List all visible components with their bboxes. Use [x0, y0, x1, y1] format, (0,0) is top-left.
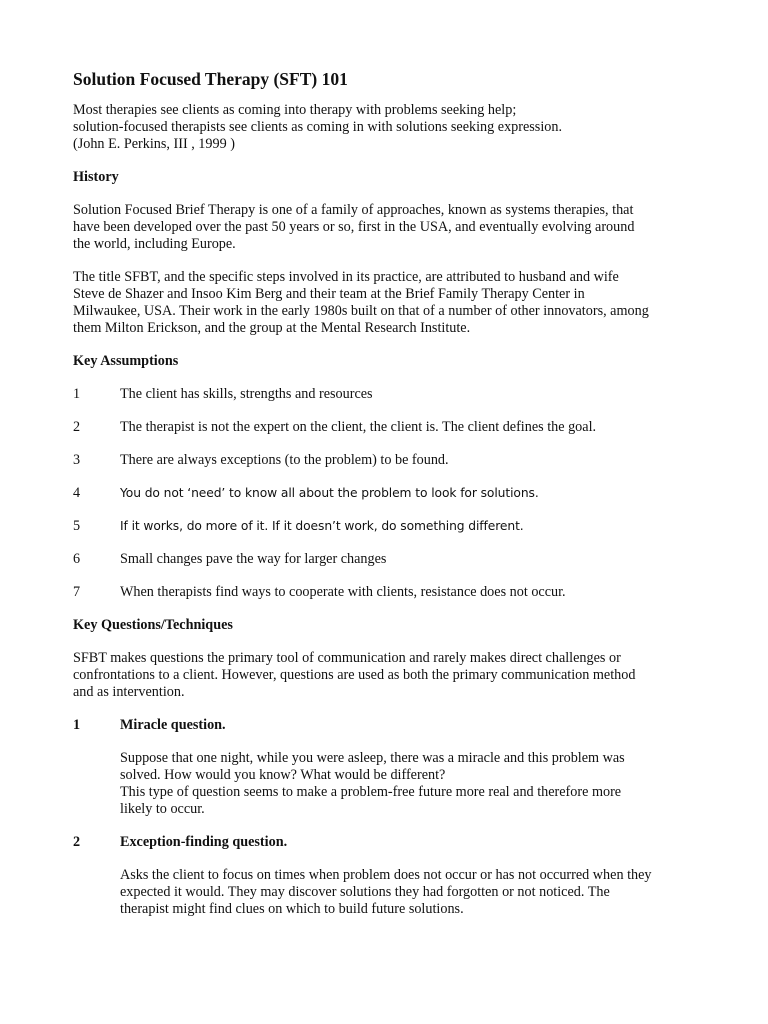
paragraph-line: Milwaukee, USA. Their work in the early 1980s built on that of a number of other innovators, among: [73, 303, 649, 319]
history-paragraph-1: [73, 202, 713, 253]
technique-heading: [73, 834, 713, 851]
document-page: [73, 68, 713, 918]
item-text: There are always exceptions (to the problem) to be found.: [120, 452, 449, 468]
assumption-item: [73, 551, 713, 568]
key-questions-heading: Key Questions/Techniques: [73, 617, 233, 633]
paragraph-line: This type of question seems to make a problem-free future more real and therefore more: [120, 784, 622, 800]
document-title: Solution Focused Therapy (SFT) 101: [73, 69, 348, 89]
paragraph-line: The title SFBT, and the specific steps involved in its practice, are attributed to husband and wife: [73, 269, 619, 285]
paragraph-line: Steve de Shazer and Insoo Kim Berg and their team at the Brief Family Therapy Center in: [73, 286, 585, 302]
technique-title: Miracle question.: [120, 717, 226, 733]
technique-number: 2: [73, 834, 81, 850]
paragraph-line: therapist might find clues on which to build future solutions.: [120, 901, 464, 917]
item-text: Small changes pave the way for larger changes: [120, 551, 387, 567]
paragraph-line: confrontations to a client. However, questions are used as both the primary communication method: [73, 667, 636, 683]
paragraph-line: likely to occur.: [120, 801, 205, 817]
paragraph-line: the world, including Europe.: [73, 236, 236, 252]
paragraph-line: them Milton Erickson, and the group at the Mental Research Institute.: [73, 320, 471, 336]
item-number: 5: [73, 518, 81, 534]
assumption-item: [73, 485, 713, 502]
paragraph-line: and as intervention.: [73, 684, 185, 700]
item-number: 7: [73, 584, 81, 600]
technique-miracle-question: [73, 717, 713, 818]
assumption-item: [73, 452, 713, 469]
item-number: 6: [73, 551, 81, 567]
paragraph-line: expected it would. They may discover solutions they had forgotten or not noticed. The: [120, 884, 610, 900]
paragraph-line: Asks the client to focus on times when problem does not occur or has not occurred when they: [120, 867, 652, 883]
technique-exception-finding-question: [73, 834, 713, 918]
paragraph-line: Suppose that one night, while you were asleep, there was a miracle and this problem was: [120, 750, 625, 766]
intro-quote: [73, 102, 713, 153]
item-text: When therapists find ways to cooperate with clients, resistance does not occur.: [120, 584, 566, 600]
assumptions-list: [73, 386, 713, 601]
assumption-item: [73, 419, 713, 436]
intro-line: Most therapies see clients as coming into therapy with problems seeking help;: [73, 102, 517, 118]
paragraph-line: SFBT makes questions the primary tool of communication and rarely makes direct challenges or: [73, 650, 621, 666]
technique-heading: [73, 717, 713, 734]
item-number: 2: [73, 419, 81, 435]
item-number: 4: [73, 485, 81, 501]
intro-citation: (John E. Perkins, III , 1999 ): [73, 136, 235, 152]
paragraph-line: solved. How would you know? What would be different?: [120, 767, 446, 783]
item-number: 3: [73, 452, 81, 468]
assumption-item: [73, 584, 713, 601]
history-paragraph-2: [73, 269, 713, 337]
item-text: If it works, do more of it. If it doesn’t work, do something different.: [120, 519, 524, 533]
paragraph-line: have been developed over the past 50 years or so, first in the USA, and eventually evolving around: [73, 219, 635, 235]
technique-description: [120, 867, 713, 918]
key-assumptions-heading: Key Assumptions: [73, 353, 179, 369]
item-text: The therapist is not the expert on the client, the client is. The client defines the goal.: [120, 419, 597, 435]
technique-title: Exception-finding question.: [120, 834, 288, 850]
item-number: 1: [73, 386, 81, 402]
intro-line: solution-focused therapists see clients as coming in with solutions seeking expression.: [73, 119, 562, 135]
assumption-item: [73, 386, 713, 403]
paragraph-line: Solution Focused Brief Therapy is one of a family of approaches, known as systems therapies, that: [73, 202, 634, 218]
history-heading: History: [73, 169, 119, 185]
item-text: The client has skills, strengths and resources: [120, 386, 373, 402]
technique-number: 1: [73, 717, 81, 733]
key-questions-intro: [73, 650, 713, 701]
item-text: You do not ‘need’ to know all about the problem to look for solutions.: [120, 486, 539, 500]
technique-description: [120, 750, 713, 818]
assumption-item: [73, 518, 713, 535]
